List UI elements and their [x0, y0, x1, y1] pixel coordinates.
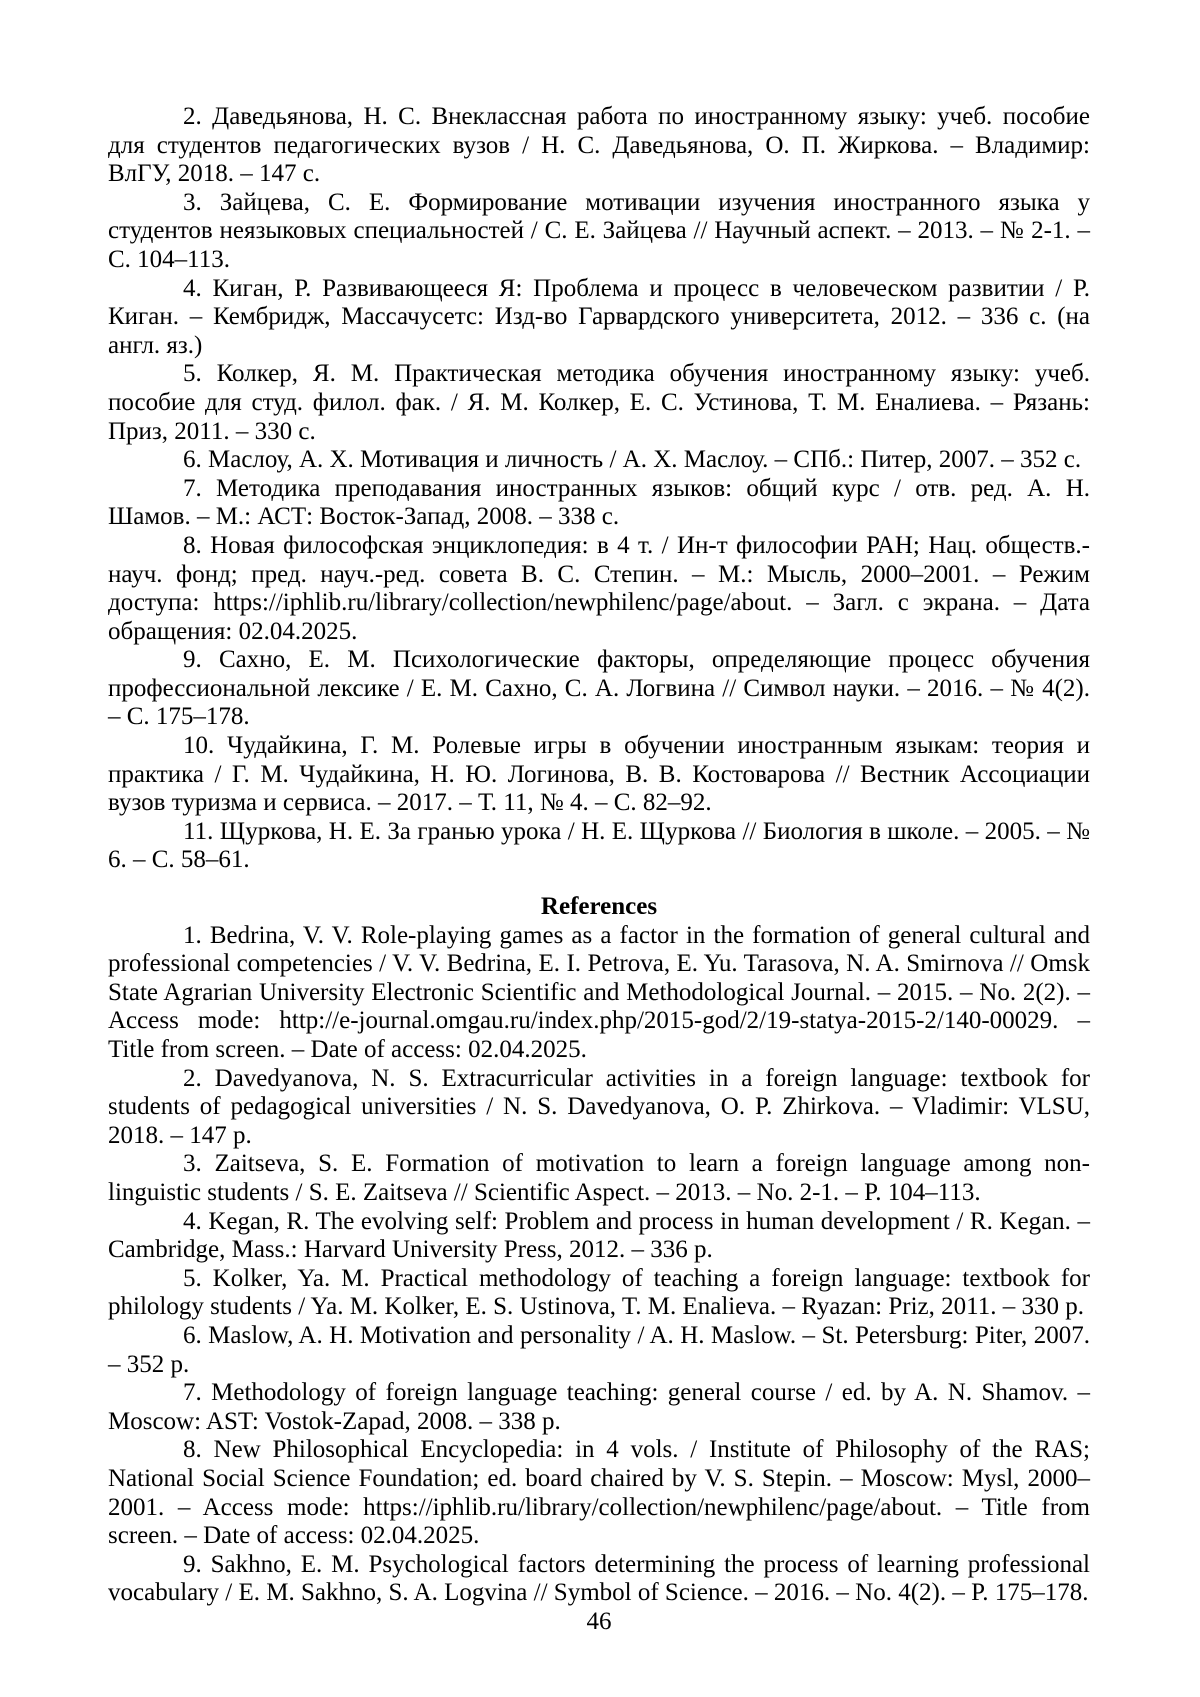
russian-reference-item-3: 3. Зайцева, С. Е. Формирование мотивации изучения иностранного языка у студентов неязыковых специальностей / С. Е. Зайцева // Научный аспект. – 2013. – № 2-1. – С. 104–113. [108, 188, 1090, 273]
russian-reference-item-6: 6. Маслоу, А. Х. Мотивация и личность / А. Х. Маслоу. – СПб.: Питер, 2007. – 352 с. [183, 446, 1082, 474]
english-reference-item-5: 5. Kolker, Ya. M. Practical methodology of teaching a foreign language: textbook for philology students / Ya. M. Kolker, E. S. Ustinova, T. M. Enalieva. – Ryazan: Priz, 2011. – 330 p. [108, 1264, 1090, 1321]
english-reference-item-6: 6. Maslow, A. H. Motivation and personality / A. H. Maslow. – St. Petersburg: Piter, 2007. – 352 p. [108, 1321, 1090, 1378]
page-number: 46 [586, 1607, 612, 1635]
russian-reference-item-9: 9. Сахно, Е. М. Психологические факторы, определяющие процесс обучения профессиональной лексике / Е. М. Сахно, С. А. Логвина // Символ науки. – 2016. – № 4(2). – С. 175–178. [108, 646, 1090, 731]
page-content [108, 103, 1090, 1636]
russian-reference-item-2: 2. Даведьянова, Н. С. Внеклассная работа по иностранному языку: учеб. пособие для студентов педагогических вузов / Н. С. Даведьянова, О. П. Жиркова. – Владимир: ВлГУ, 2018. – 147 с. [108, 103, 1090, 188]
russian-reference-item-4: 4. Киган, Р. Развивающееся Я: Проблема и процесс в человеческом развитии / Р. Киган. – Кембридж, Массачусетс: Изд-во Гарвардского университета, 2012. – 336 с. (на англ. яз.) [108, 274, 1090, 359]
english-reference-item-3: 3. Zaitseva, S. E. Formation of motivation to learn a foreign language among non-linguistic students / S. E. Zaitseva // Scientific Aspect. – 2013. – No. 2-1. – P. 104–113. [108, 1150, 1090, 1206]
references-heading: References [540, 893, 658, 921]
english-reference-item-9: 9. Sakhno, E. M. Psychological factors determining the process of learning professional vocabulary / E. M. Sakhno, S. A. Logvina // Symbol of Science. – 2016. – No. 4(2). – P. 175–178. [108, 1550, 1090, 1607]
russian-reference-item-11: 11. Щуркова, Н. Е. За гранью урока / Н. Е. Щуркова // Биология в школе. – 2005. – № 6. – С. 58–61. [108, 817, 1090, 874]
english-reference-item-2: 2. Davedyanova, N. S. Extracurricular activities in a foreign language: textbook for students of pedagogical universities / N. S. Davedyanova, O. P. Zhirkova. – Vladimir: VLSU, 2018. – 147 p. [108, 1064, 1090, 1149]
english-reference-item-1: 1. Bedrina, V. V. Role-playing games as a factor in the formation of general cultural and professional competencies / V. V. Bedrina, E. I. Petrova, E. Yu. Tarasova, N. A. Smirnova // Omsk State Agrarian University Electronic Scientific and Methodological Journal. – 2015. – No. 2(2). – Access mode: http://e-journal.omgau.ru/index.php/2015-god/2/19-statya-2015-2/140-00029. – Title from screen. – Date of access: 02.04.2025. [108, 921, 1090, 1063]
russian-reference-item-10: 10. Чудайкина, Г. М. Ролевые игры в обучении иностранным языкам: теория и практика / Г. М. Чудайкина, Н. Ю. Логинова, В. В. Костоварова // Вестник Ассоциации вузов туризма и сервиса. – 2017. – Т. 11, № 4. – С. 82–92. [108, 732, 1090, 817]
russian-reference-item-7: 7. Методика преподавания иностранных языков: общий курс / отв. ред. А. Н. Шамов. – М.: АСТ: Восток-Запад, 2008. – 338 с. [108, 474, 1090, 531]
english-reference-item-4: 4. Kegan, R. The evolving self: Problem and process in human development / R. Kegan. – Cambridge, Mass.: Harvard University Press, 2012. – 336 p. [108, 1207, 1090, 1264]
russian-reference-item-5: 5. Колкер, Я. М. Практическая методика обучения иностранному языку: учеб. пособие для студ. филол. фак. / Я. М. Колкер, Е. С. Устинова, Т. М. Еналиева. – Рязань: Приз, 2011. – 330 с. [108, 360, 1090, 445]
english-reference-item-8: 8. New Philosophical Encyclopedia: in 4 vols. / Institute of Philosophy of the RAS; National Social Science Foundation; ed. board chaired by V. S. Stepin. – Moscow: Mysl, 2000–2001. – Access mode: https://iphlib.ru/library/collection/newphilenc/page/about. – Title from screen. – Date of access: 02.04.2025. [108, 1436, 1090, 1550]
english-reference-item-7: 7. Methodology of foreign language teaching: general course / ed. by A. N. Shamov. – Moscow: AST: Vostok-Zapad, 2008. – 338 p. [108, 1379, 1090, 1435]
russian-reference-item-8: 8. Новая философская энциклопедия: в 4 т. / Ин-т философии РАН; Нац. обществ.-науч. фонд; пред. науч.-ред. совета В. С. Степин. – М.: Мысль, 2000–2001. – Режим доступа: https://iphlib.ru/library/collection/newphilenc/page/about. – Загл. с экрана. – Дата обращения: 02.04.2025. [108, 531, 1090, 645]
